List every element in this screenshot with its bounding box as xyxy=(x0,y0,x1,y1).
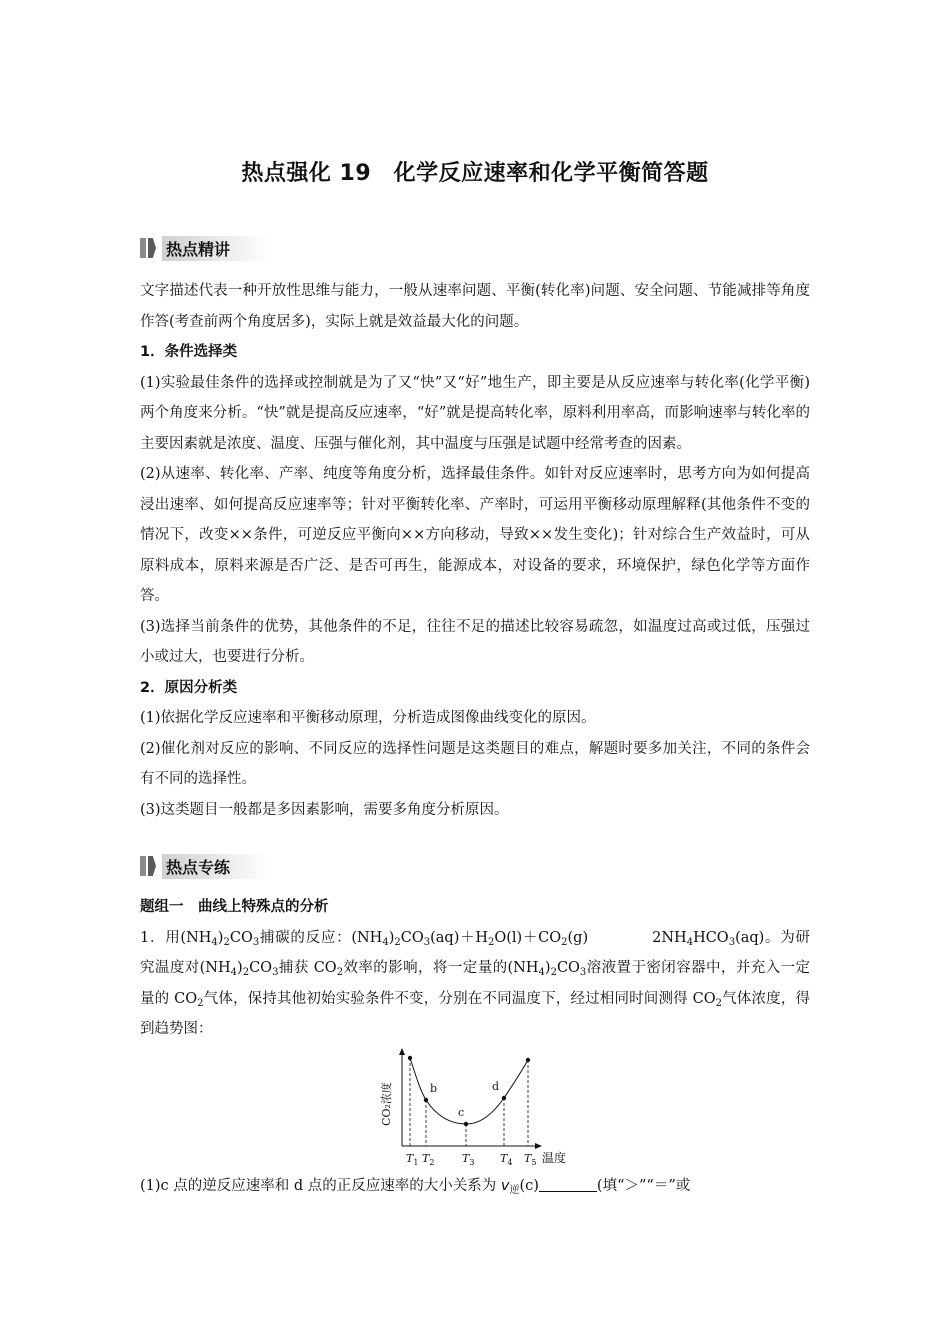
point-label: c xyxy=(458,1106,465,1119)
x-tick-label: $T_1$ xyxy=(406,1152,419,1167)
part2-item: (2)催化剂对反应的影响、不同反应的选择性问题是这类题目的难点，解题时要多加关注，不同的条件会有不同的选择性。 xyxy=(140,740,810,787)
question-1-subquestion-1: (1)c 点的逆反应速率和 d 点的正反应速率的大小关系为 $v_逆(c)$ (填“＞”“＝”或 xyxy=(140,1178,691,1196)
x-tick-label: $T_4$ xyxy=(500,1152,513,1167)
x-tick-label: $T_2$ xyxy=(422,1152,435,1167)
part2-item: (1)依据化学反应速率和平衡移动原理，分析造成图像曲线变化的原因。 xyxy=(140,710,596,726)
group1-heading: 题组一 曲线上特殊点的分析 xyxy=(140,899,329,915)
part2-heading: 2．原因分析类 xyxy=(140,679,238,696)
practice-body xyxy=(140,892,810,1045)
part2-item: (3)这类题目一般都是多因素影响，需要多角度分析原因。 xyxy=(140,801,509,818)
section-label: 热点专练 xyxy=(162,854,270,879)
part1-item: (2)从速率、转化率、产率、纯度等角度分析，选择最佳条件。如针对反应速率时，思考方向为如何提高浸出速率、如何提高反应速率等；针对平衡转化率、产率时，可运用平衡移动原理解释(其他条件不变的情况下，改变××条件，可逆反应平衡向××方向移动，导致××发生变化)；针对综合生产效益时，可从原料成本，原料来源是否广泛、是否可再生，能源成本，对设备的要求，环境保护，绿色化学等方面作答。 xyxy=(140,466,810,604)
y-axis-label: CO₂浓度 xyxy=(380,1082,393,1126)
intro-paragraph: 文字描述代表一种开放性思维与能力，一般从速率问题、平衡(转化率)问题、安全问题、节能减排等角度作答(考查前两个角度居多)，实际上就是效益最大化的问题。 xyxy=(140,283,810,330)
data-point xyxy=(502,1096,506,1100)
x-tick-label: $T_3$ xyxy=(462,1152,475,1167)
data-point xyxy=(464,1122,468,1126)
lecture-body xyxy=(140,276,810,825)
co2-concentration-chart xyxy=(372,1046,582,1170)
section-marker-icon xyxy=(140,856,156,876)
point-label: b xyxy=(430,1082,438,1095)
question-1-stem: 1．用$(NH_4)_2CO_3$捕碳的反应：$(NH_4)_2CO_3(aq)+H_2O(l)+CO_2(g)$ $2NH_4HCO_3(aq)$。为研究温度对$(NH_4)_2CO_3$捕获 $CO_2$效率的影响，将一定量的$(NH_4)_2CO_3$溶液置于密闭容器中，并充入一定量的 $CO_2$气体，保持其他初始实验条件不变，分别在不同温度下，经过相同时间测得 $CO_2$气体浓度，得到趋势图： xyxy=(140,929,811,1037)
page-title: 热点强化 19 化学反应速率和化学平衡简答题 xyxy=(241,161,709,186)
answer-blank[interactable] xyxy=(539,1177,597,1192)
part1-item: (3)选择当前条件的优势，其他条件的不足，往往不足的描述比较容易疏忽，如温度过高或过低，压强过小或过大，也要进行分析。 xyxy=(140,618,810,665)
section-header-hotspot-lecture xyxy=(140,236,270,260)
data-point xyxy=(408,1056,412,1060)
data-point xyxy=(526,1058,530,1062)
section-marker-icon xyxy=(140,238,156,258)
x-tick-label: $T_5$ xyxy=(524,1152,537,1167)
section-label: 热点精讲 xyxy=(162,236,270,261)
trend-curve xyxy=(410,1058,528,1124)
y-axis-arrow-icon xyxy=(399,1048,405,1055)
point-label: d xyxy=(492,1080,500,1093)
section-header-hotspot-practice xyxy=(140,854,270,878)
x-axis-arrow-icon xyxy=(535,1143,542,1149)
x-axis-label: 温度 xyxy=(542,1151,567,1165)
part1-heading: 1．条件选择类 xyxy=(140,344,238,360)
part1-item: (1)实验最佳条件的选择或控制就是为了又“快”又“好”地生产，即主要是从反应速率与转化率(化学平衡)两个角度来分析。“快”就是提高反应速率，“好”就是提高转化率，原料利用率高，而影响速率与转化率的主要因素就是浓度、温度、压强与催化剂，其中温度与压强是试题中经常考查的因素。 xyxy=(140,374,810,452)
data-point xyxy=(424,1098,428,1102)
